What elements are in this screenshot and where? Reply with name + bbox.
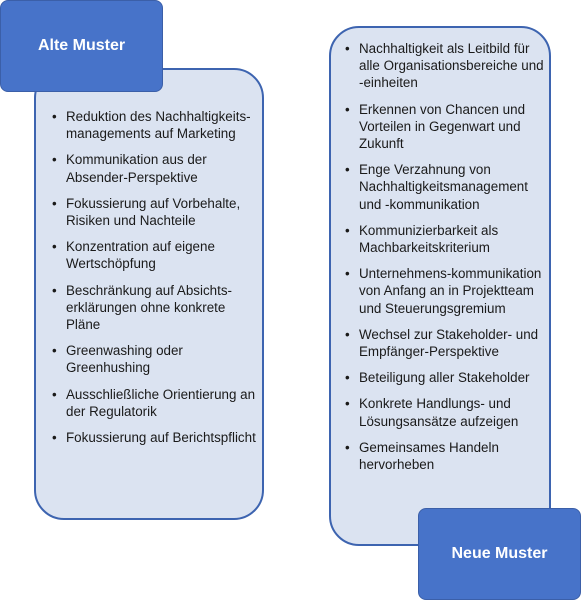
new-patterns-list [345, 40, 551, 482]
old-pattern-item: • Konzentration auf eigene Wertschöpfung [52, 238, 258, 272]
new-patterns-label-text: Neue Muster [451, 545, 548, 562]
new-pattern-item: • Erkennen von Chancen und Vorteilen in Gegenwart und Zukunft [345, 101, 551, 153]
new-patterns-label [418, 508, 581, 600]
new-pattern-item: • Unternehmens-kommunikation von Anfang an in Projektteam und Steuerungsgremium [345, 265, 551, 317]
old-pattern-item: • Fokussierung auf Berichtspflicht [52, 429, 258, 446]
old-patterns-list [52, 108, 258, 455]
old-pattern-item: • Beschränkung auf Absichts-erklärungen ohne konkrete Pläne [52, 282, 258, 334]
new-pattern-item: • Konkrete Handlungs- und Lösungsansätze aufzeigen [345, 395, 551, 429]
new-pattern-item: • Beteiligung aller Stakeholder [345, 369, 551, 386]
old-pattern-item: • Greenwashing oder Greenhushing [52, 342, 258, 376]
old-patterns-panel [34, 68, 264, 520]
new-pattern-item: • Nachhaltigkeit als Leitbild für alle Organisationsbereiche und -einheiten [345, 40, 551, 92]
new-pattern-item: • Kommunizierbarkeit als Machbarkeitskriterium [345, 222, 551, 256]
new-pattern-item: • Gemeinsames Handeln hervorheben [345, 439, 551, 473]
old-pattern-item: • Kommunikation aus der Absender-Perspektive [52, 151, 258, 185]
old-pattern-item: • Fokussierung auf Vorbehalte, Risiken und Nachteile [52, 195, 258, 229]
old-patterns-label [0, 0, 163, 92]
new-pattern-item: • Wechsel zur Stakeholder- und Empfänger-Perspektive [345, 326, 551, 360]
new-patterns-panel [329, 26, 551, 546]
old-pattern-item: • Ausschließliche Orientierung an der Regulatorik [52, 386, 258, 420]
old-patterns-label-text: Alte Muster [37, 37, 126, 54]
new-pattern-item: • Enge Verzahnung von Nachhaltigkeitsmanagement und -kommunikation [345, 161, 551, 213]
old-pattern-item: • Reduktion des Nachhaltigkeits-managements auf Marketing [52, 108, 258, 142]
